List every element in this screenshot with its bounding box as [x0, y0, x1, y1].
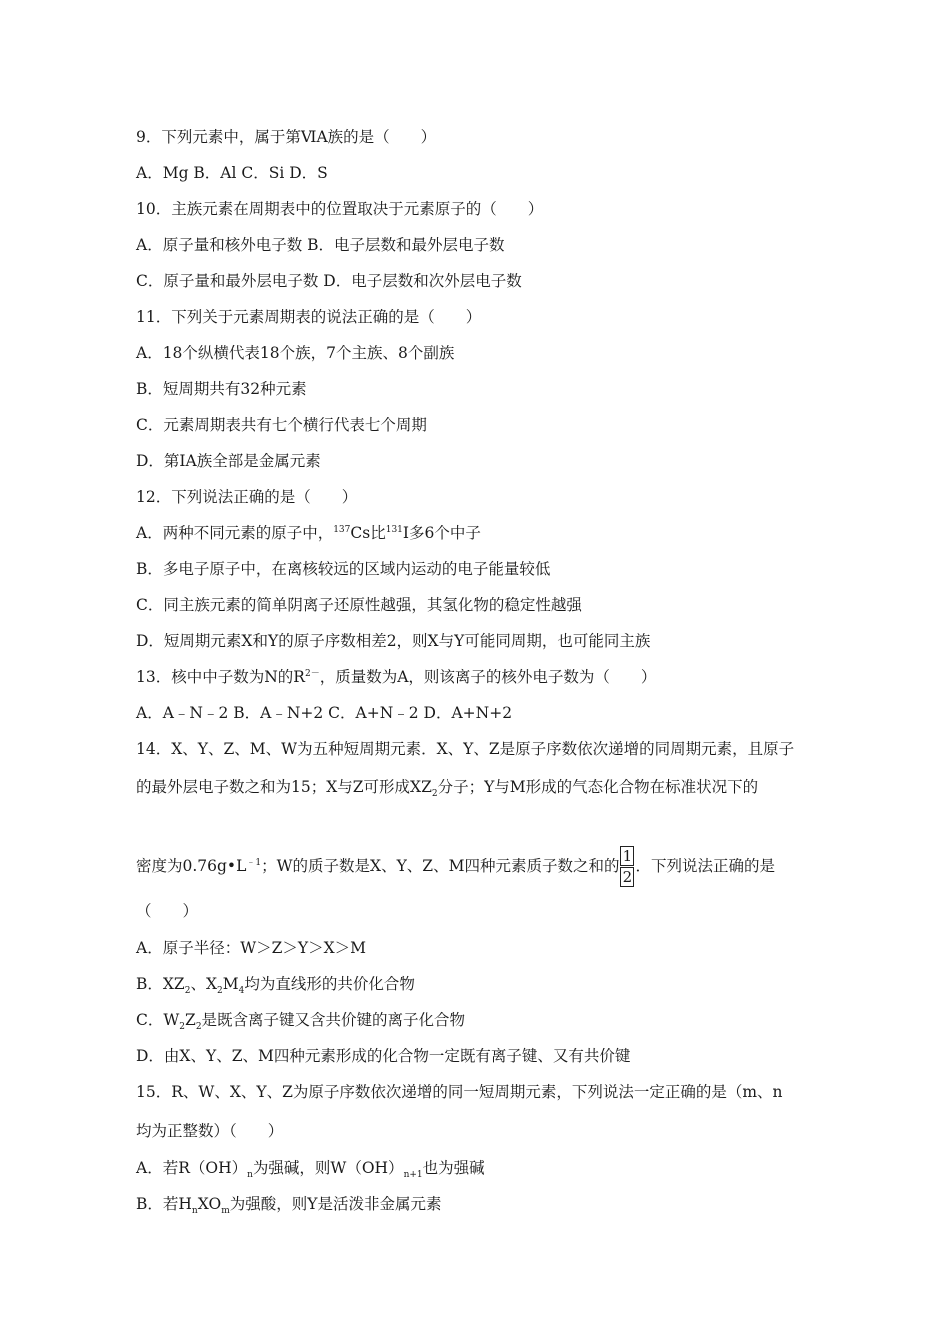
question-14-option-c	[136, 1010, 466, 1033]
text-run: ；W的质子数是X、Y、Z、M四种元素质子数之和的	[261, 857, 620, 875]
subscript: 2	[184, 986, 191, 997]
question-11-option-a: A．18个纵横代表18个族，7个主族、8个副族	[136, 344, 455, 362]
question-14-option-a: A．原子半径：W＞Z＞Y＞X＞M	[136, 939, 367, 957]
question-15-option-b	[136, 1194, 442, 1217]
question-15-line-2: 均为正整数）（ ）	[136, 1122, 284, 1140]
text-run: A．若R（OH）	[136, 1159, 248, 1177]
question-12-option-d: D．短周期元素X和Y的原子序数相差2，则X与Y可能同周期，也可能同主族	[136, 632, 651, 650]
text-run: 为强碱，则W（OH）	[252, 1159, 404, 1177]
mass-number: 131	[385, 524, 403, 535]
text-run: Cs比	[350, 524, 386, 542]
text-run: M	[222, 975, 239, 993]
text-run: ．下列说法正确的是	[635, 857, 775, 875]
text-run: I多6个中子	[402, 524, 481, 542]
question-11-option-c: C．元素周期表共有七个横行代表七个周期	[136, 416, 427, 434]
text-run: Z	[185, 1011, 196, 1029]
subscript: n	[191, 1206, 198, 1217]
subscript: 2	[431, 789, 438, 800]
text-run: XO	[197, 1195, 222, 1213]
question-10-options-ab: A．原子量和核外电子数 B．电子层数和最外层电子数	[136, 236, 505, 254]
question-15-line-1: 15．R、W、X、Y、Z为原子序数依次递增的同一短周期元素，下列说法一定正确的是（m、n	[136, 1083, 783, 1101]
question-13-stem	[136, 667, 656, 687]
question-12-option-b: B．多电子原子中，在离核较远的区域内运动的电子能量较低	[136, 560, 551, 578]
text-run: B．XZ	[136, 975, 185, 993]
question-12-option-c: C．同主族元素的简单阴离子还原性越强，其氢化物的稳定性越强	[136, 596, 582, 614]
question-11-option-d: D．第IA族全部是金属元素	[136, 452, 321, 470]
subscript: 4	[238, 986, 245, 997]
subscript: n+1	[403, 1170, 423, 1181]
question-12-stem: 12．下列说法正确的是（ ）	[136, 488, 358, 506]
question-15-option-a	[136, 1158, 485, 1181]
fraction-one-half	[620, 846, 634, 888]
fraction-denominator: 2	[620, 867, 634, 887]
text-run: 也为强碱	[422, 1159, 485, 1177]
fraction-numerator: 1	[620, 846, 634, 866]
text-run: B．若H	[136, 1195, 192, 1213]
question-9-options: A．Mg B．Al C．Si D．S	[136, 164, 328, 182]
subscript: 2	[216, 986, 223, 997]
question-13-options: A．A﹣N﹣2 B．A﹣N+2 C．A+N﹣2 D．A+N+2	[136, 704, 513, 722]
question-14-line-1: 14．X、Y、Z、M、W为五种短周期元素．X、Y、Z是原子序数依次递增的同周期元素，且原子	[136, 740, 795, 758]
question-11-option-b: B．短周期共有32种元素	[136, 380, 307, 398]
question-10-stem: 10．主族元素在周期表中的位置取决于元素原子的（ ）	[136, 200, 544, 218]
text-run: 13．核中中子数为N的R	[136, 668, 305, 686]
question-14-line-4: （ ）	[136, 902, 199, 920]
question-14-option-b	[136, 974, 415, 997]
text-run: 的最外层电子数之和为15；X与Z可形成XZ	[136, 778, 432, 796]
question-11-stem: 11．下列关于元素周期表的说法正确的是（ ）	[136, 308, 482, 326]
text-run: ，质量数为A，则该离子的核外电子数为（ ）	[319, 668, 657, 686]
ion-charge: 2－	[304, 668, 320, 679]
superscript: ﹣1	[246, 857, 262, 868]
text-run: 均为直线形的共价化合物	[244, 975, 415, 993]
text-run: C．W	[136, 1011, 180, 1029]
text-run: 为强酸，则Y是活泼非金属元素	[229, 1195, 442, 1213]
text-run: 分子；Y与M形成的气态化合物在标准状况下的	[437, 778, 759, 796]
mass-number: 137	[333, 524, 351, 535]
question-9-stem: 9．下列元素中，属于第ⅥA族的是（ ）	[136, 128, 437, 146]
text-run: 是既含离子键又含共价键的离子化合物	[201, 1011, 466, 1029]
text-run: A．两种不同元素的原子中，	[136, 524, 334, 542]
subscript: 2	[179, 1022, 186, 1033]
question-12-option-a	[136, 523, 481, 543]
subscript: 2	[195, 1022, 202, 1033]
text-run: 、X	[190, 975, 217, 993]
subscript: n	[247, 1170, 253, 1181]
question-10-options-cd: C．原子量和最外层电子数 D．电子层数和次外层电子数	[136, 272, 522, 290]
question-14-line-2	[136, 777, 759, 800]
text-run: 密度为0.76g•L	[136, 857, 247, 875]
subscript: m	[221, 1206, 230, 1217]
question-14-line-3	[136, 846, 775, 888]
question-14-option-d: D．由X、Y、Z、M四种元素形成的化合物一定既有离子键、又有共价键	[136, 1047, 631, 1065]
